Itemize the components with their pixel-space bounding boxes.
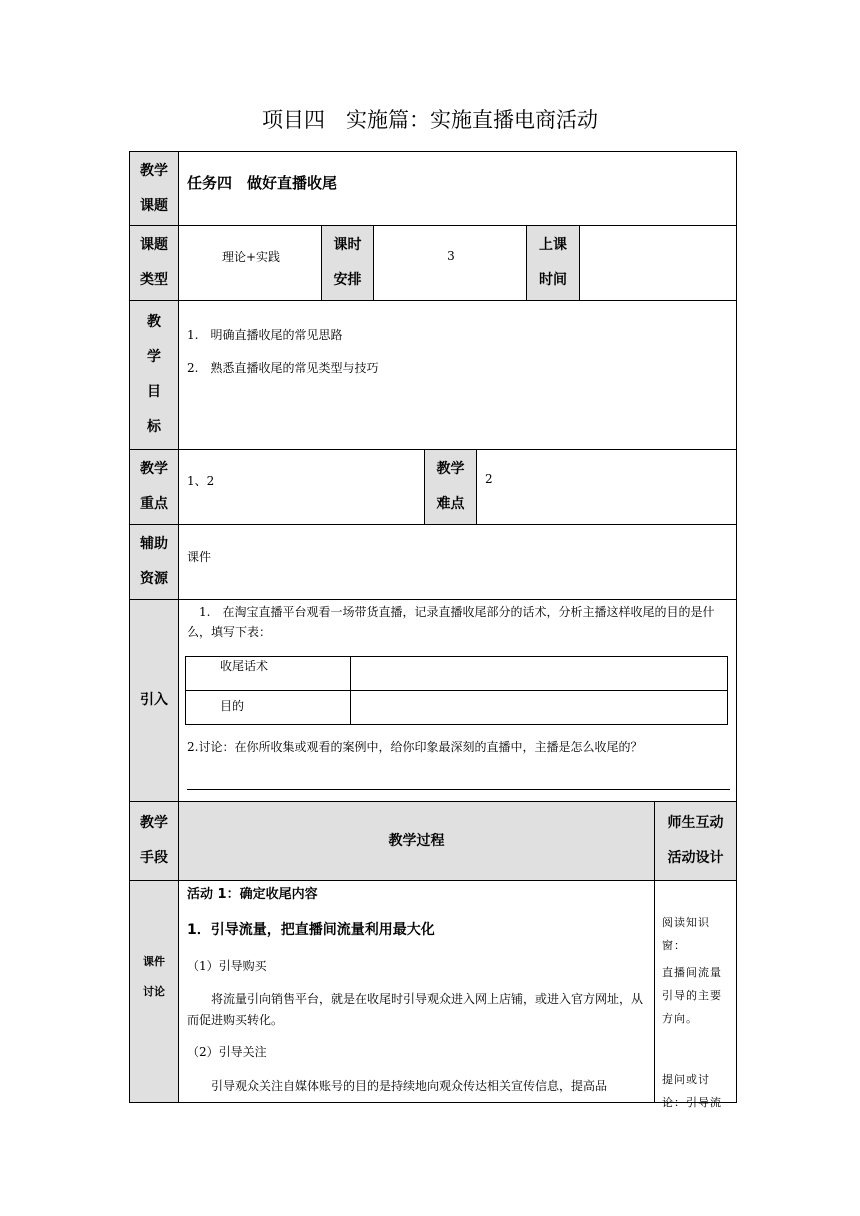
time-cell [579,225,737,301]
paragraph-1: 将流量引向销售平台，就是在收尾时引导观众进入网上店铺，或进入官方网址，从而促进购买转化。 [187,992,644,1027]
difficulty-label-line: 教学 [436,461,465,477]
topic-label-line: 教学 [140,162,168,179]
topic-value: 任务四 做好直播收尾 [187,174,338,192]
intro-question-2: 2.讨论：在你所收集或观看的案例中，给你印象最深刻的直播中，主播是怎么收尾的？ [187,740,643,754]
subheading-2: （2）引导关注 [187,1045,267,1059]
record-label-purpose: 目的 [220,699,245,713]
activity-title: 活动 1：确定收尾内容 [187,887,318,902]
process-content [178,880,655,1103]
type-label-line: 课题 [140,237,168,253]
resources-value: 课件 [187,550,212,564]
difficulty-label [424,449,477,525]
time-label-line: 时间 [539,272,567,288]
key-label-line: 重点 [140,496,168,512]
resources-label-line: 辅助 [140,536,168,552]
difficulty-value: 2 [485,472,493,486]
paragraph-2: 引导观众关注自媒体账号的目的是持续地向观众传达相关宣传信息，提高品 [211,1079,608,1093]
reading-window-note: 直播间流量引导的主要方向。 [662,966,722,1025]
record-label-script: 收尾话术 [220,659,269,673]
intro-record-table [185,656,728,725]
intro-label [129,599,179,802]
goals-label-line: 教 [147,314,161,330]
type-cell [178,225,322,301]
hours-label-line: 课时 [333,237,362,253]
resources-label [129,524,179,600]
key-label-line: 教学 [140,461,168,477]
means-label [129,801,179,881]
resources-label-line: 资源 [140,571,168,587]
key-cell [178,449,425,525]
type-label [129,225,179,301]
intro-question-1: 1. 在淘宝直播平台观看一场带货直播，记录直播收尾部分的话术，分析主播这样收尾的目的是什么，填写下表： [187,605,715,639]
discussion-label [129,880,179,1103]
process-header-text: 教学过程 [388,832,445,849]
key-value: 1、2 [187,474,215,488]
means-label-line: 教学 [140,815,168,831]
answer-line [187,789,730,790]
resources-cell [178,524,737,600]
type-label-line: 类型 [140,272,168,288]
interaction-header-line: 师生互动 [667,815,724,831]
interaction-header-line: 活动设计 [667,850,724,866]
hours-value: 3 [447,249,455,263]
record-table-vdivider [350,657,351,724]
goals-label-line: 标 [147,419,161,435]
goals-label-line: 学 [147,349,161,365]
time-label [526,225,580,301]
hours-label-line: 安排 [333,272,362,288]
key-label [129,449,179,525]
lesson-plan-table [129,151,737,1109]
discussion-label-line: 讨论 [143,985,165,998]
intro-label-text: 引入 [140,692,168,708]
type-value: 理论+实践 [221,250,281,264]
section-heading: 1．引导流量，把直播间流量利用最大化 [187,922,435,938]
subheading-1: （1）引导购买 [187,959,267,973]
goals-label-line: 目 [147,384,161,400]
difficulty-label-line: 难点 [436,496,465,512]
page-title: 项目四 实施篇：实施直播电商活动 [262,108,598,132]
reading-window-label: 阅读知识窗： [662,916,710,952]
process-header [178,801,655,881]
topic-label-line: 课题 [140,197,168,214]
goals-cell [178,300,737,450]
means-label-line: 手段 [140,850,168,866]
intro-cell [178,599,737,802]
topic-label [129,151,179,226]
topic-cell [178,151,737,226]
difficulty-cell [476,449,737,525]
discussion-label-line: 课件 [143,955,165,968]
goal-item: 1. 明确直播收尾的常见思路 [187,328,343,342]
goals-label [129,300,179,450]
interaction-header [654,801,737,881]
goal-item: 2. 熟悉直播收尾的常见类型与技巧 [187,361,379,375]
interaction-content [654,880,737,1109]
time-label-line: 上课 [539,237,567,253]
discussion-label-text [130,947,178,1007]
hours-cell [373,225,527,301]
hours-label [321,225,374,301]
discussion-prompt: 提问或讨论：引导流 [662,1073,722,1109]
record-table-divider [186,690,727,691]
